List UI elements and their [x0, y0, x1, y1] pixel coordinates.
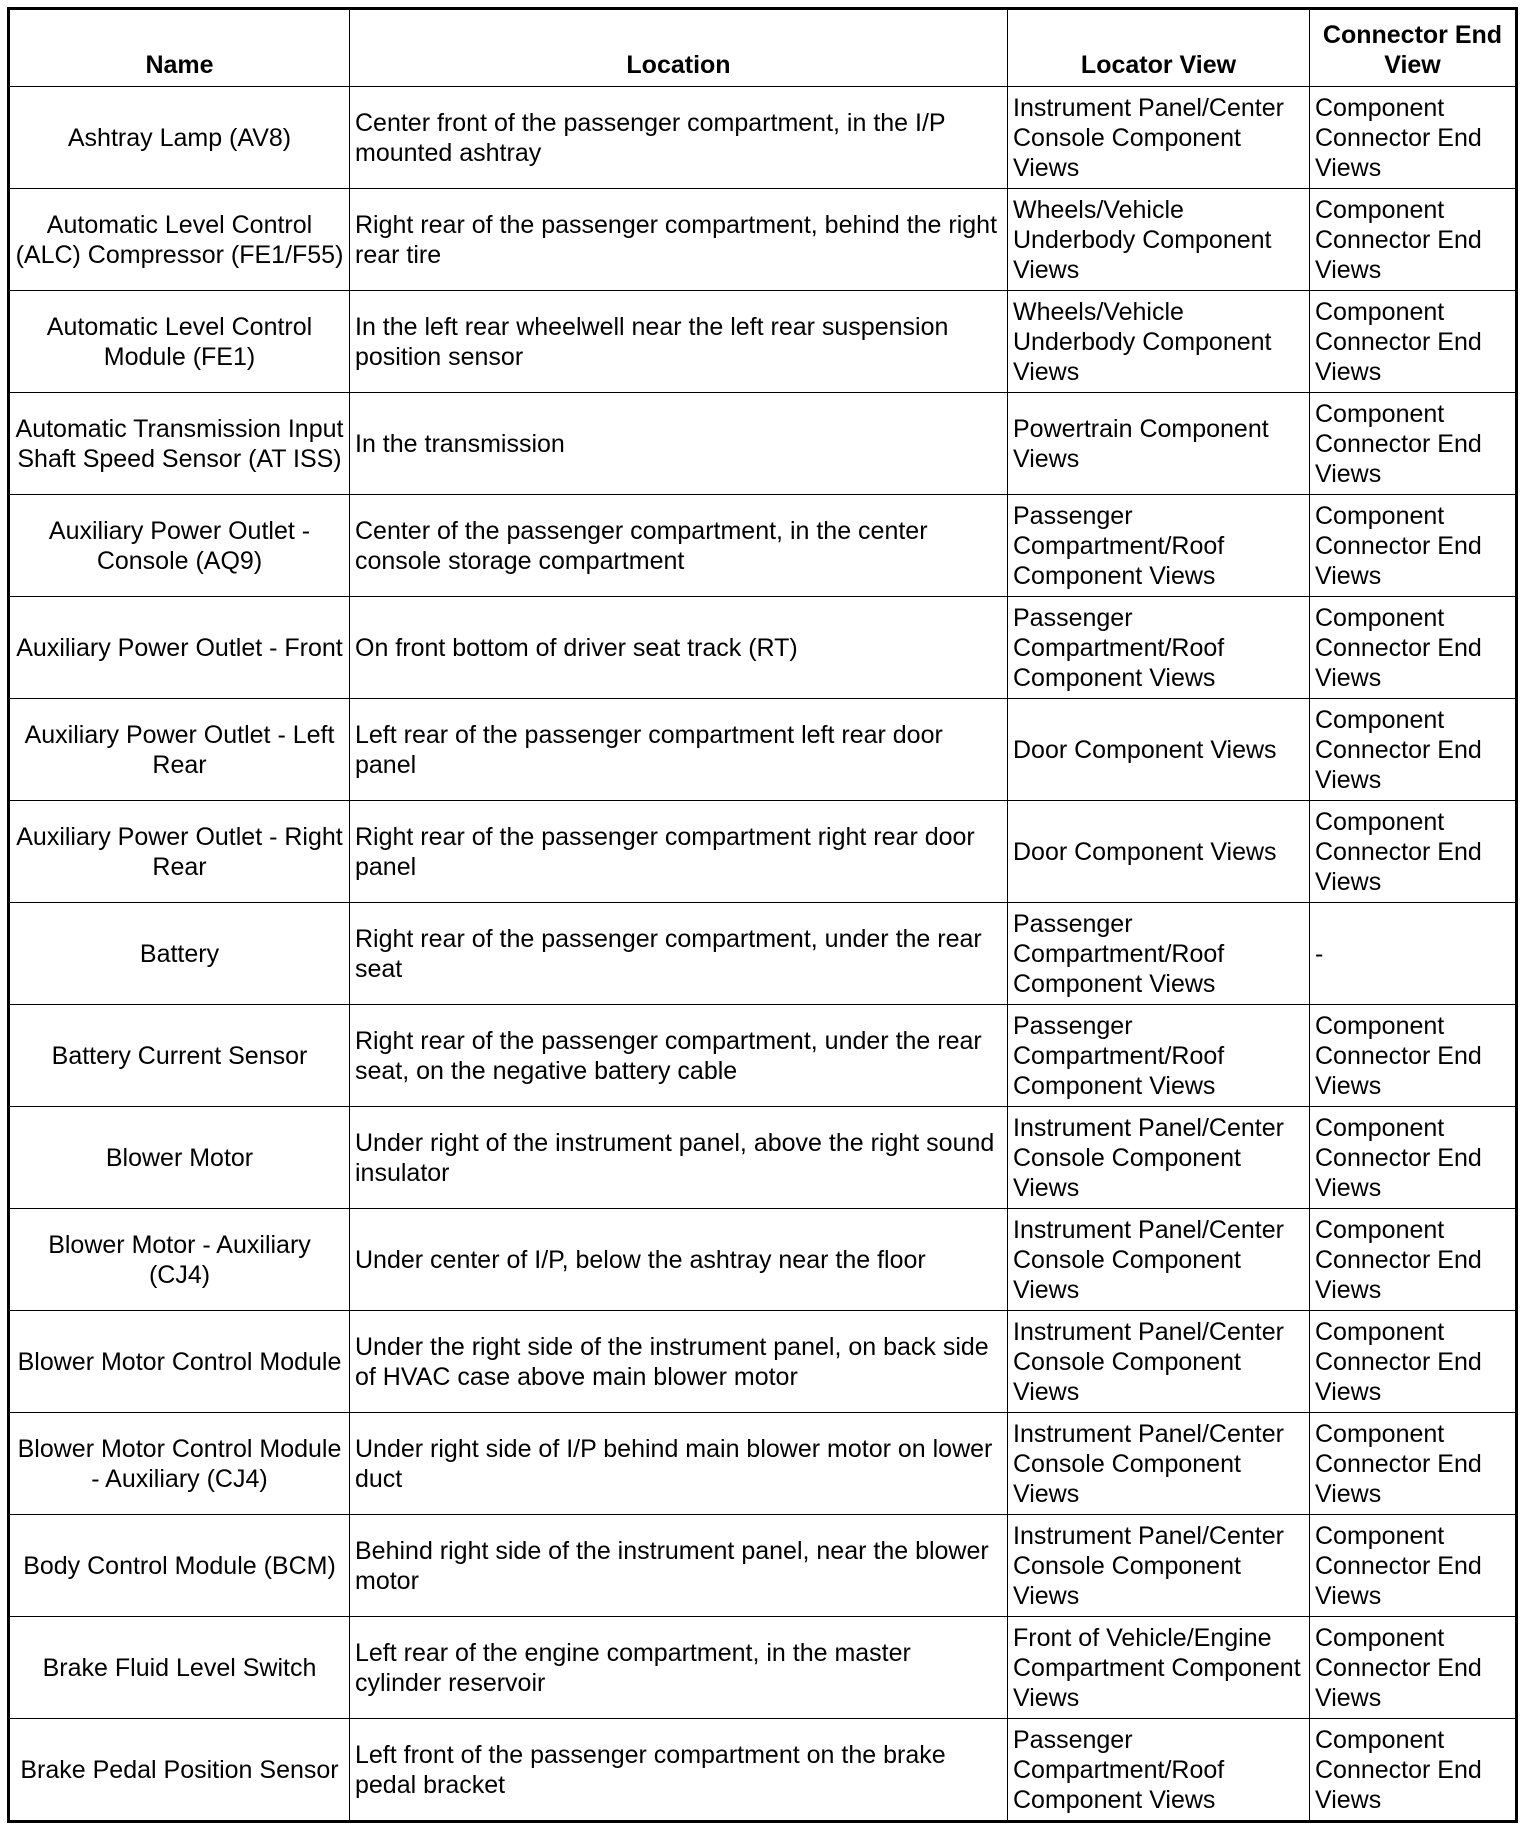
cell-name: Blower Motor Control Module - Auxiliary (CJ4)	[9, 1413, 350, 1515]
cell-name: Auxiliary Power Outlet - Console (AQ9)	[9, 495, 350, 597]
table-row	[9, 1107, 1517, 1209]
table-row	[9, 801, 1517, 903]
table-row	[9, 699, 1517, 801]
cell-locator-view: Wheels/Vehicle Underbody Component Views	[1008, 189, 1310, 291]
table-row	[9, 597, 1517, 699]
cell-locator-view: Passenger Compartment/Roof Component Views	[1008, 597, 1310, 699]
table-row	[9, 1413, 1517, 1515]
cell-location: Right rear of the passenger compartment right rear door panel	[350, 801, 1008, 903]
cell-location: Right rear of the passenger compartment, under the rear seat	[350, 903, 1008, 1005]
header-row	[9, 9, 1517, 87]
header-name: Name	[9, 9, 350, 87]
cell-location: Left rear of the passenger compartment left rear door panel	[350, 699, 1008, 801]
cell-name: Auxiliary Power Outlet - Front	[9, 597, 350, 699]
cell-connector-end-view: Component Connector End Views	[1310, 291, 1517, 393]
cell-location: Under the right side of the instrument panel, on back side of HVAC case above main blower motor	[350, 1311, 1008, 1413]
cell-connector-end-view: -	[1310, 903, 1517, 1005]
cell-locator-view: Passenger Compartment/Roof Component Views	[1008, 903, 1310, 1005]
table-row	[9, 393, 1517, 495]
cell-location: Left rear of the engine compartment, in the master cylinder reservoir	[350, 1617, 1008, 1719]
cell-connector-end-view: Component Connector End Views	[1310, 1311, 1517, 1413]
table-row	[9, 189, 1517, 291]
cell-connector-end-view: Component Connector End Views	[1310, 87, 1517, 189]
cell-connector-end-view: Component Connector End Views	[1310, 1107, 1517, 1209]
cell-connector-end-view: Component Connector End Views	[1310, 1413, 1517, 1515]
cell-connector-end-view: Component Connector End Views	[1310, 1515, 1517, 1617]
cell-location: Behind right side of the instrument panel, near the blower motor	[350, 1515, 1008, 1617]
cell-connector-end-view: Component Connector End Views	[1310, 1209, 1517, 1311]
table-row	[9, 87, 1517, 189]
cell-location: Under center of I/P, below the ashtray near the floor	[350, 1209, 1008, 1311]
component-locator-table	[7, 7, 1518, 1823]
table-row	[9, 1719, 1517, 1822]
cell-locator-view: Instrument Panel/Center Console Component Views	[1008, 1515, 1310, 1617]
cell-location: On front bottom of driver seat track (RT)	[350, 597, 1008, 699]
header-connector-end-view: Connector End View	[1310, 9, 1517, 87]
cell-location: Under right side of I/P behind main blower motor on lower duct	[350, 1413, 1008, 1515]
cell-connector-end-view: Component Connector End Views	[1310, 1719, 1517, 1822]
cell-locator-view: Passenger Compartment/Roof Component Views	[1008, 1719, 1310, 1822]
cell-location: In the transmission	[350, 393, 1008, 495]
cell-name: Auxiliary Power Outlet - Left Rear	[9, 699, 350, 801]
cell-locator-view: Wheels/Vehicle Underbody Component Views	[1008, 291, 1310, 393]
cell-name: Blower Motor	[9, 1107, 350, 1209]
cell-location: In the left rear wheelwell near the left rear suspension position sensor	[350, 291, 1008, 393]
cell-locator-view: Passenger Compartment/Roof Component Views	[1008, 1005, 1310, 1107]
cell-connector-end-view: Component Connector End Views	[1310, 1005, 1517, 1107]
cell-location: Under right of the instrument panel, above the right sound insulator	[350, 1107, 1008, 1209]
cell-locator-view: Instrument Panel/Center Console Component Views	[1008, 1107, 1310, 1209]
cell-name: Battery	[9, 903, 350, 1005]
cell-connector-end-view: Component Connector End Views	[1310, 393, 1517, 495]
cell-name: Automatic Transmission Input Shaft Speed Sensor (AT ISS)	[9, 393, 350, 495]
table-row	[9, 1005, 1517, 1107]
cell-location: Right rear of the passenger compartment, under the rear seat, on the negative battery cable	[350, 1005, 1008, 1107]
cell-locator-view: Instrument Panel/Center Console Component Views	[1008, 1413, 1310, 1515]
cell-connector-end-view: Component Connector End Views	[1310, 189, 1517, 291]
cell-locator-view: Door Component Views	[1008, 699, 1310, 801]
cell-name: Auxiliary Power Outlet - Right Rear	[9, 801, 350, 903]
header-locator-view: Locator View	[1008, 9, 1310, 87]
table-row	[9, 1209, 1517, 1311]
table-row	[9, 1515, 1517, 1617]
table-row	[9, 903, 1517, 1005]
cell-name: Blower Motor Control Module	[9, 1311, 350, 1413]
cell-location: Center of the passenger compartment, in the center console storage compartment	[350, 495, 1008, 597]
cell-name: Automatic Level Control Module (FE1)	[9, 291, 350, 393]
cell-name: Blower Motor - Auxiliary (CJ4)	[9, 1209, 350, 1311]
cell-name: Ashtray Lamp (AV8)	[9, 87, 350, 189]
cell-locator-view: Front of Vehicle/Engine Compartment Component Views	[1008, 1617, 1310, 1719]
cell-location: Center front of the passenger compartment, in the I/P mounted ashtray	[350, 87, 1008, 189]
table-row	[9, 1311, 1517, 1413]
table-row	[9, 495, 1517, 597]
cell-locator-view: Passenger Compartment/Roof Component Views	[1008, 495, 1310, 597]
cell-locator-view: Instrument Panel/Center Console Component Views	[1008, 1209, 1310, 1311]
cell-connector-end-view: Component Connector End Views	[1310, 801, 1517, 903]
cell-location: Left front of the passenger compartment on the brake pedal bracket	[350, 1719, 1008, 1822]
cell-connector-end-view: Component Connector End Views	[1310, 597, 1517, 699]
cell-locator-view: Instrument Panel/Center Console Component Views	[1008, 1311, 1310, 1413]
cell-name: Automatic Level Control (ALC) Compressor (FE1/F55)	[9, 189, 350, 291]
cell-name: Battery Current Sensor	[9, 1005, 350, 1107]
cell-locator-view: Door Component Views	[1008, 801, 1310, 903]
cell-connector-end-view: Component Connector End Views	[1310, 495, 1517, 597]
table-row	[9, 1617, 1517, 1719]
cell-name: Brake Pedal Position Sensor	[9, 1719, 350, 1822]
cell-connector-end-view: Component Connector End Views	[1310, 1617, 1517, 1719]
cell-locator-view: Instrument Panel/Center Console Component Views	[1008, 87, 1310, 189]
header-location: Location	[350, 9, 1008, 87]
table-row	[9, 291, 1517, 393]
cell-name: Body Control Module (BCM)	[9, 1515, 350, 1617]
cell-location: Right rear of the passenger compartment, behind the right rear tire	[350, 189, 1008, 291]
cell-locator-view: Powertrain Component Views	[1008, 393, 1310, 495]
cell-name: Brake Fluid Level Switch	[9, 1617, 350, 1719]
cell-connector-end-view: Component Connector End Views	[1310, 699, 1517, 801]
